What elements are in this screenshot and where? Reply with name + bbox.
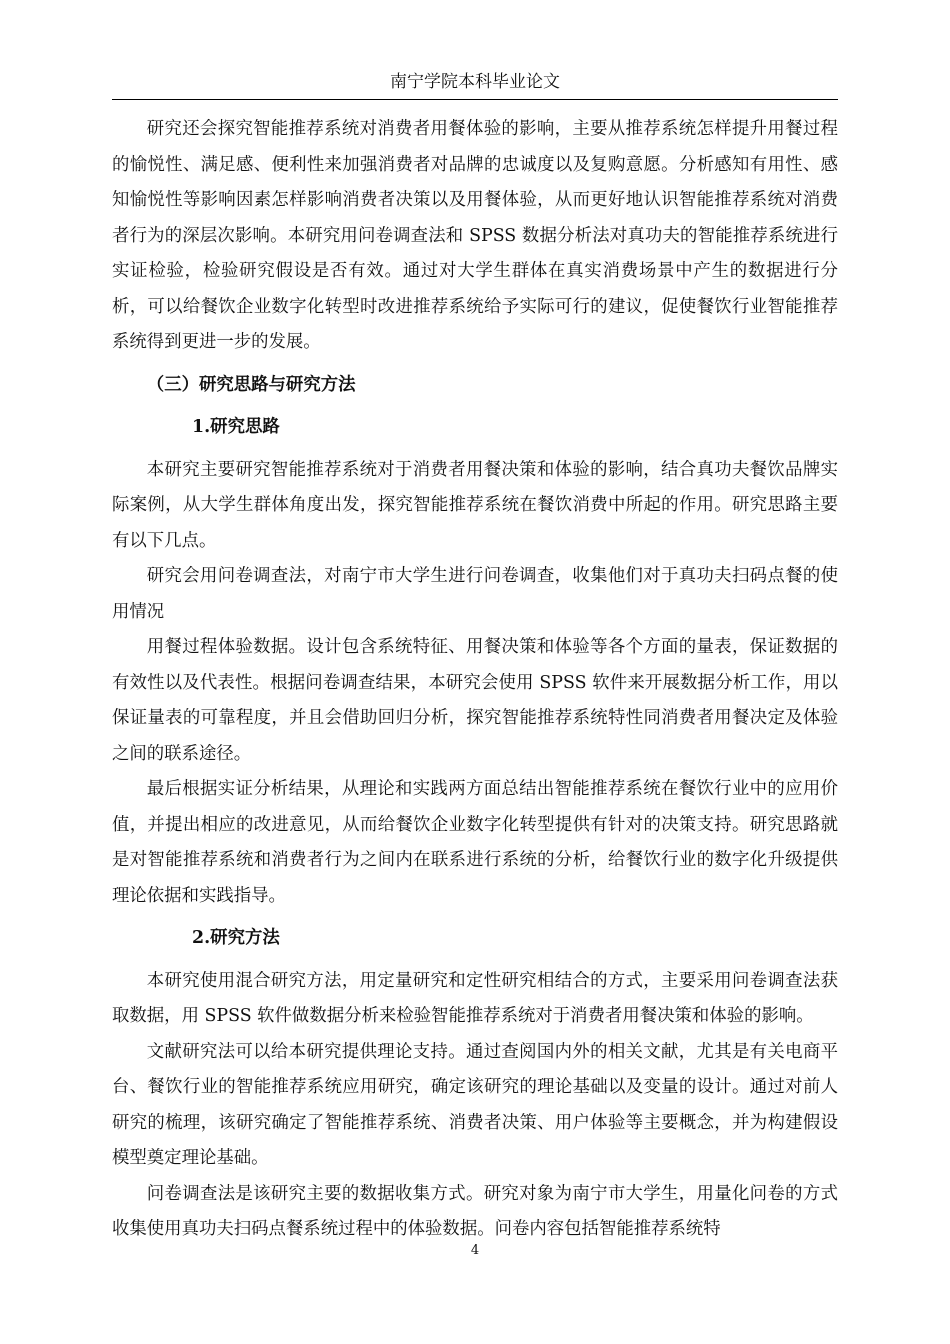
page-body [112,112,838,1248]
subsection-heading-2: 2.研究方法 [192,928,280,948]
paragraph-7: 文献研究法可以给本研究提供理论支持。通过查阅国内外的相关文献，尤其是有关电商平台、餐饮行业的智能推荐系统应用研究，确定该研究的理论基础以及变量的设计。通过对前人研究的梳理，该研究确定了智能推荐系统、消费者决策、用户体验等主要概念，并为构建假设模型奠定理论基础。 [112,1041,838,1168]
paragraph-6: 本研究使用混合研究方法，用定量研究和定性研究相结合的方式，主要采用问卷调查法获取数据，用 SPSS 软件做数据分析来检验智能推荐系统对于消费者用餐决策和体验的影响。 [112,970,838,1026]
paragraph-8: 问卷调查法是该研究主要的数据收集方式。研究对象为南宁市大学生，用量化问卷的方式收集使用真功夫扫码点餐系统过程中的体验数据。问卷内容包括智能推荐系统特 [112,1183,838,1239]
paragraph-4: 用餐过程体验数据。设计包含系统特征、用餐决策和体验等各个方面的量表，保证数据的有效性以及代表性。根据问卷调查结果，本研究会使用 SPSS 软件来开展数据分析工作，用以保证量表的可靠程度，并且会借助回归分析，探究智能推荐系统特性同消费者用餐决定及体验之间的联系途径。 [112,637,838,764]
section-heading: （三）研究思路与研究方法 [146,374,356,395]
running-header: 南宁学院本科毕业论文 [390,72,560,92]
subsection-heading-1: 1.研究思路 [192,417,280,437]
page-number: 4 [470,1243,480,1258]
paragraph-2: 本研究主要研究智能推荐系统对于消费者用餐决策和体验的影响，结合真功夫餐饮品牌实际案例，从大学生群体角度出发，探究智能推荐系统在餐饮消费中所起的作用。研究思路主要有以下几点。 [112,459,838,551]
paragraph-3: 研究会用问卷调查法，对南宁市大学生进行问卷调查，收集他们对于真功夫扫码点餐的使用情况 [112,566,838,622]
paragraph-5: 最后根据实证分析结果，从理论和实践两方面总结出智能推荐系统在餐饮行业中的应用价值，并提出相应的改进意见，从而给餐饮企业数字化转型提供有针对的决策支持。研究思路就是对智能推荐系统和消费者行为之间内在联系进行系统的分析，给餐饮行业的数字化升级提供理论依据和实践指导。 [112,779,838,906]
paragraph-1: 研究还会探究智能推荐系统对消费者用餐体验的影响，主要从推荐系统怎样提升用餐过程的愉悦性、满足感、便利性来加强消费者对品牌的忠诚度以及复购意愿。分析感知有用性、感知愉悦性等影响因素怎样影响消费者决策以及用餐体验，从而更好地认识智能推荐系统对消费者行为的深层次影响。本研究用问卷调查法和 SPSS 数据分析法对真功夫的智能推荐系统进行实证检验，检验研究假设是否有效。通过对大学生群体在真实消费场景中产生的数据进行分析，可以给餐饮企业数字化转型时改进推荐系统给予实际可行的建议，促使餐饮行业智能推荐系统得到更进一步的发展。 [112,119,838,352]
header-divider [112,99,838,100]
